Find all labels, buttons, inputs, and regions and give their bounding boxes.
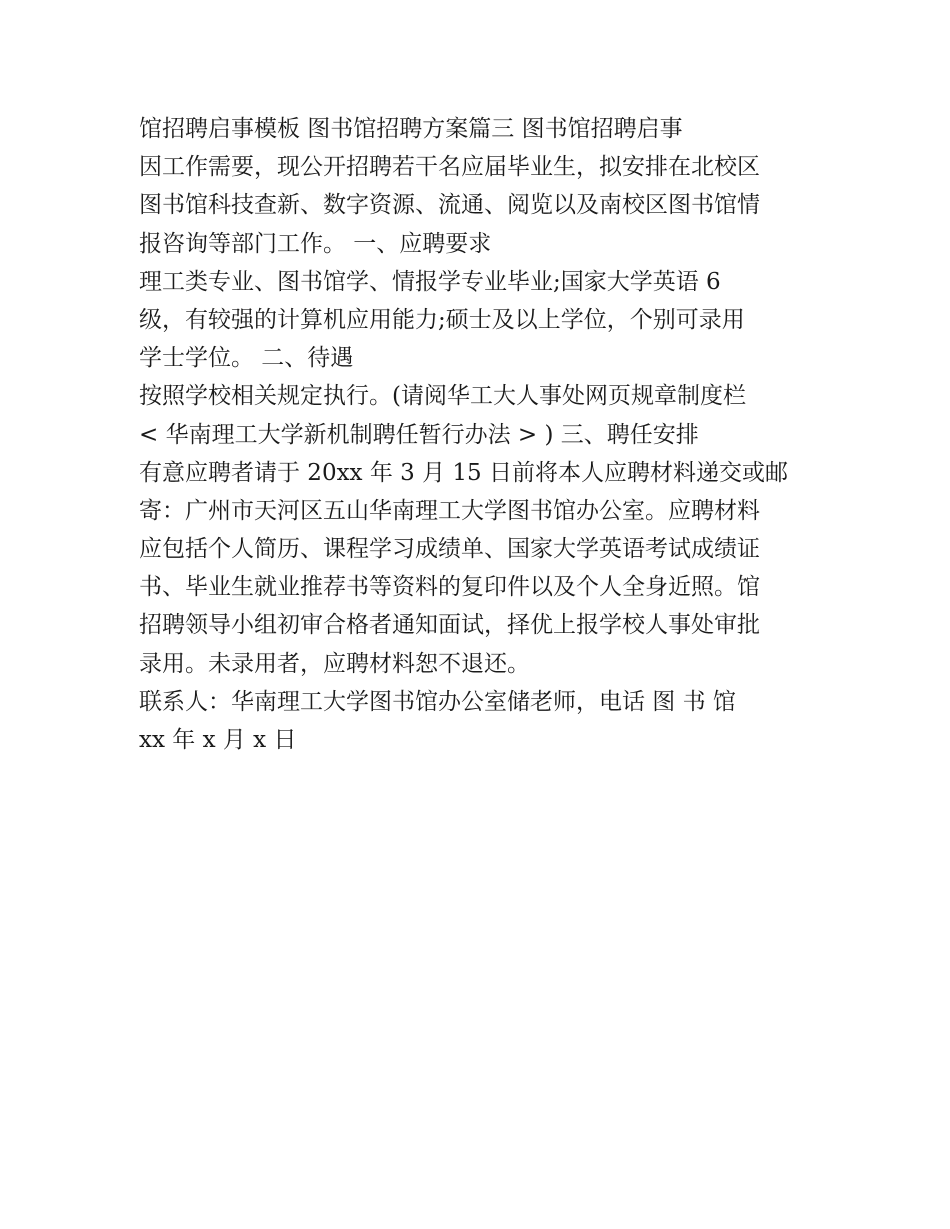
text-line: 学士学位。 二、待遇 <box>139 345 354 372</box>
text-line: 因工作需要，现公开招聘若干名应届毕业生，拟安排在北校区 <box>139 154 760 181</box>
text-line: 寄：广州市天河区五山华南理工大学图书馆办公室。应聘材料 <box>139 497 760 524</box>
text-line: 级，有较强的计算机应用能力;硕士及以上学位，个别可录用 <box>139 306 745 333</box>
text-line-title: 馆招聘启事模板 图书馆招聘方案篇三 图书馆招聘启事 <box>139 116 683 142</box>
text-line: 录用。未录用者，应聘材料恕不退还。 <box>139 650 530 677</box>
text-line: 有意应聘者请于 20xx 年 3 月 15 日前将本人应聘材料递交或邮 <box>139 459 788 486</box>
text-line-contact: 联系人：华南理工大学图书馆办公室储老师，电话 图 书 馆 <box>139 688 736 715</box>
text-line: 报咨询等部门工作。 一、应聘要求 <box>139 230 492 257</box>
text-line: 图书馆科技查新、数字资源、流通、阅览以及南校区图书馆情 <box>139 192 760 219</box>
text-line: 按照学校相关规定执行。(请阅华工大人事处网页规章制度栏 <box>139 383 746 410</box>
text-line: 招聘领导小组初审合格者通知面试，择优上报学校人事处审批 <box>139 612 760 639</box>
text-line-date: xx 年 x 月 x 日 <box>139 727 297 753</box>
text-line: 书、毕业生就业推荐书等资料的复印件以及个人全身近照。馆 <box>139 574 760 601</box>
text-line: 应包括个人简历、课程学习成绩单、国家大学英语考试成绩证 <box>139 536 760 563</box>
document-body <box>139 110 819 759</box>
text-line: 理工类专业、图书馆学、情报学专业毕业;国家大学英语 6 <box>139 268 721 295</box>
text-line: < 华南理工大学新机制聘任暂行办法 > ) 三、聘任安排 <box>139 421 699 448</box>
